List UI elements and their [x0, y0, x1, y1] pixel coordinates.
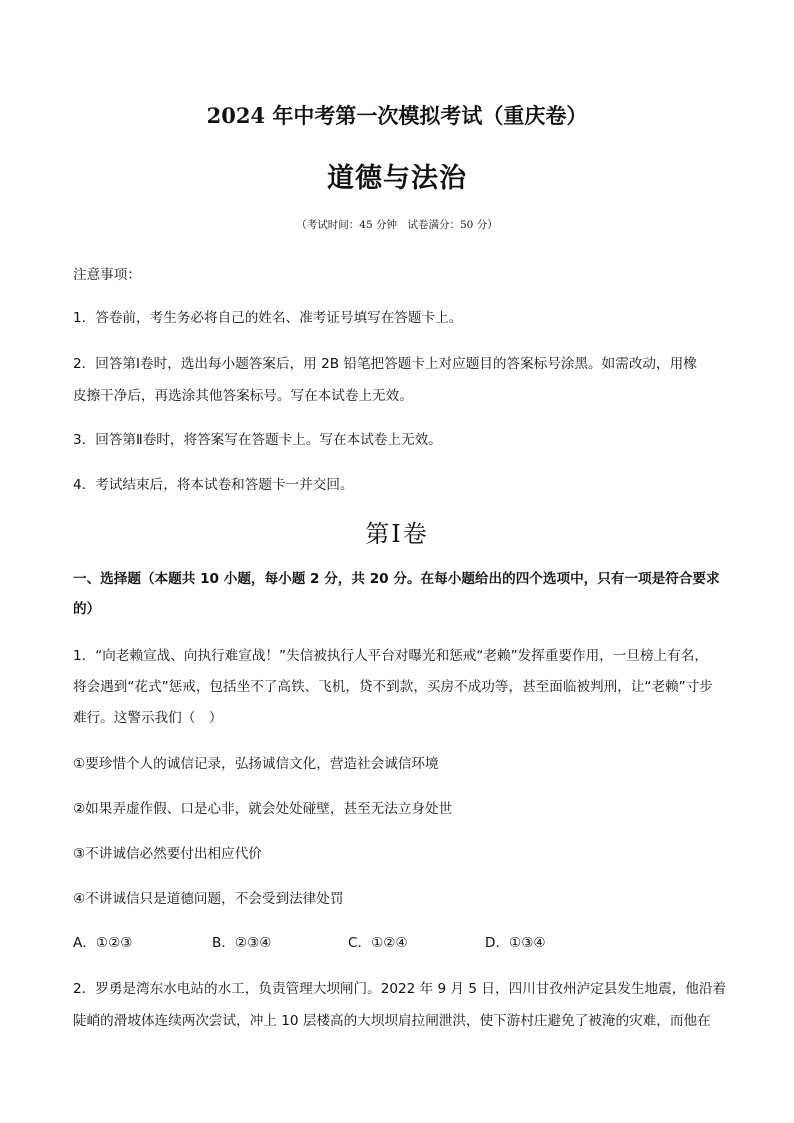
question-1-statement: ②如果弄虚作假、口是心非，就会处处碰壁，甚至无法立身处世: [73, 801, 453, 817]
notice-item: 2．回答第Ⅰ卷时，选出每小题答案后，用 2B 铅笔把答题卡上对应题目的答案标号涂黑。如需改动，用橡: [73, 356, 697, 372]
option-c: C．①②④: [348, 935, 408, 951]
part-one-heading-cont: 的）: [73, 601, 101, 617]
section-title: 第Ⅰ卷: [365, 520, 429, 548]
notice-item: 皮擦干净后，再选涂其他答案标号。写在本试卷上无效。: [73, 388, 413, 404]
question-1-stem: 难行。这警示我们（ ）: [73, 710, 223, 726]
subject-title: 道德与法治: [327, 163, 467, 194]
question-2-stem: 陡峭的滑坡体连续两次尝试，冲上 10 层楼高的大坝坝肩拉闸泄洪，使下游村庄避免了被淹的灾难，而他在: [73, 1013, 711, 1029]
exam-title: 2024 年中考第一次模拟考试（重庆卷）: [206, 103, 588, 128]
exam-info: （考试时间：45 分钟 试卷满分：50 分）: [296, 219, 498, 231]
question-1-statement: ③不讲诚信必然要付出相应代价: [73, 846, 262, 862]
option-b: B．②③④: [212, 935, 272, 951]
notice-item: 1．答卷前，考生务必将自己的姓名、准考证号填写在答题卡上。: [73, 310, 463, 326]
question-2-stem: 2．罗勇是湾东水电站的水工，负责管理大坝闸门。2022 年 9 月 5 日，四川甘孜州泸定县发生地震，他沿着: [73, 981, 727, 997]
part-one-heading: 一、选择题（本题共 10 小题，每小题 2 分，共 20 分。在每小题给出的四个选项中，只有一项是符合要求: [73, 571, 720, 587]
notice-item: 3．回答第Ⅱ卷时，将答案写在答题卡上。写在本试卷上无效。: [73, 432, 442, 448]
option-a: A．①②③: [73, 935, 133, 951]
notice-heading: 注意事项：: [73, 267, 141, 283]
notice-item: 4．考试结束后，将本试卷和答题卡一并交回。: [73, 477, 354, 493]
option-d: D．①③④: [485, 935, 546, 951]
question-1-statement: ④不讲诚信只是道德问题，不会受到法律处罚: [73, 891, 344, 907]
question-1-statement: ①要珍惜个人的诚信记录，弘扬诚信文化，营造社会诚信环境: [73, 756, 439, 772]
question-1-stem: 1．“向老赖宣战、向执行难宣战！”失信被执行人平台对曝光和惩戒“老赖”发挥重要作用，一旦榜上有名，: [73, 648, 708, 664]
question-1-stem: 将会遇到“花式”惩戒，包括坐不了高铁、飞机，贷不到款，买房不成功等，甚至面临被判刑，让“老赖”寸步: [73, 679, 713, 695]
